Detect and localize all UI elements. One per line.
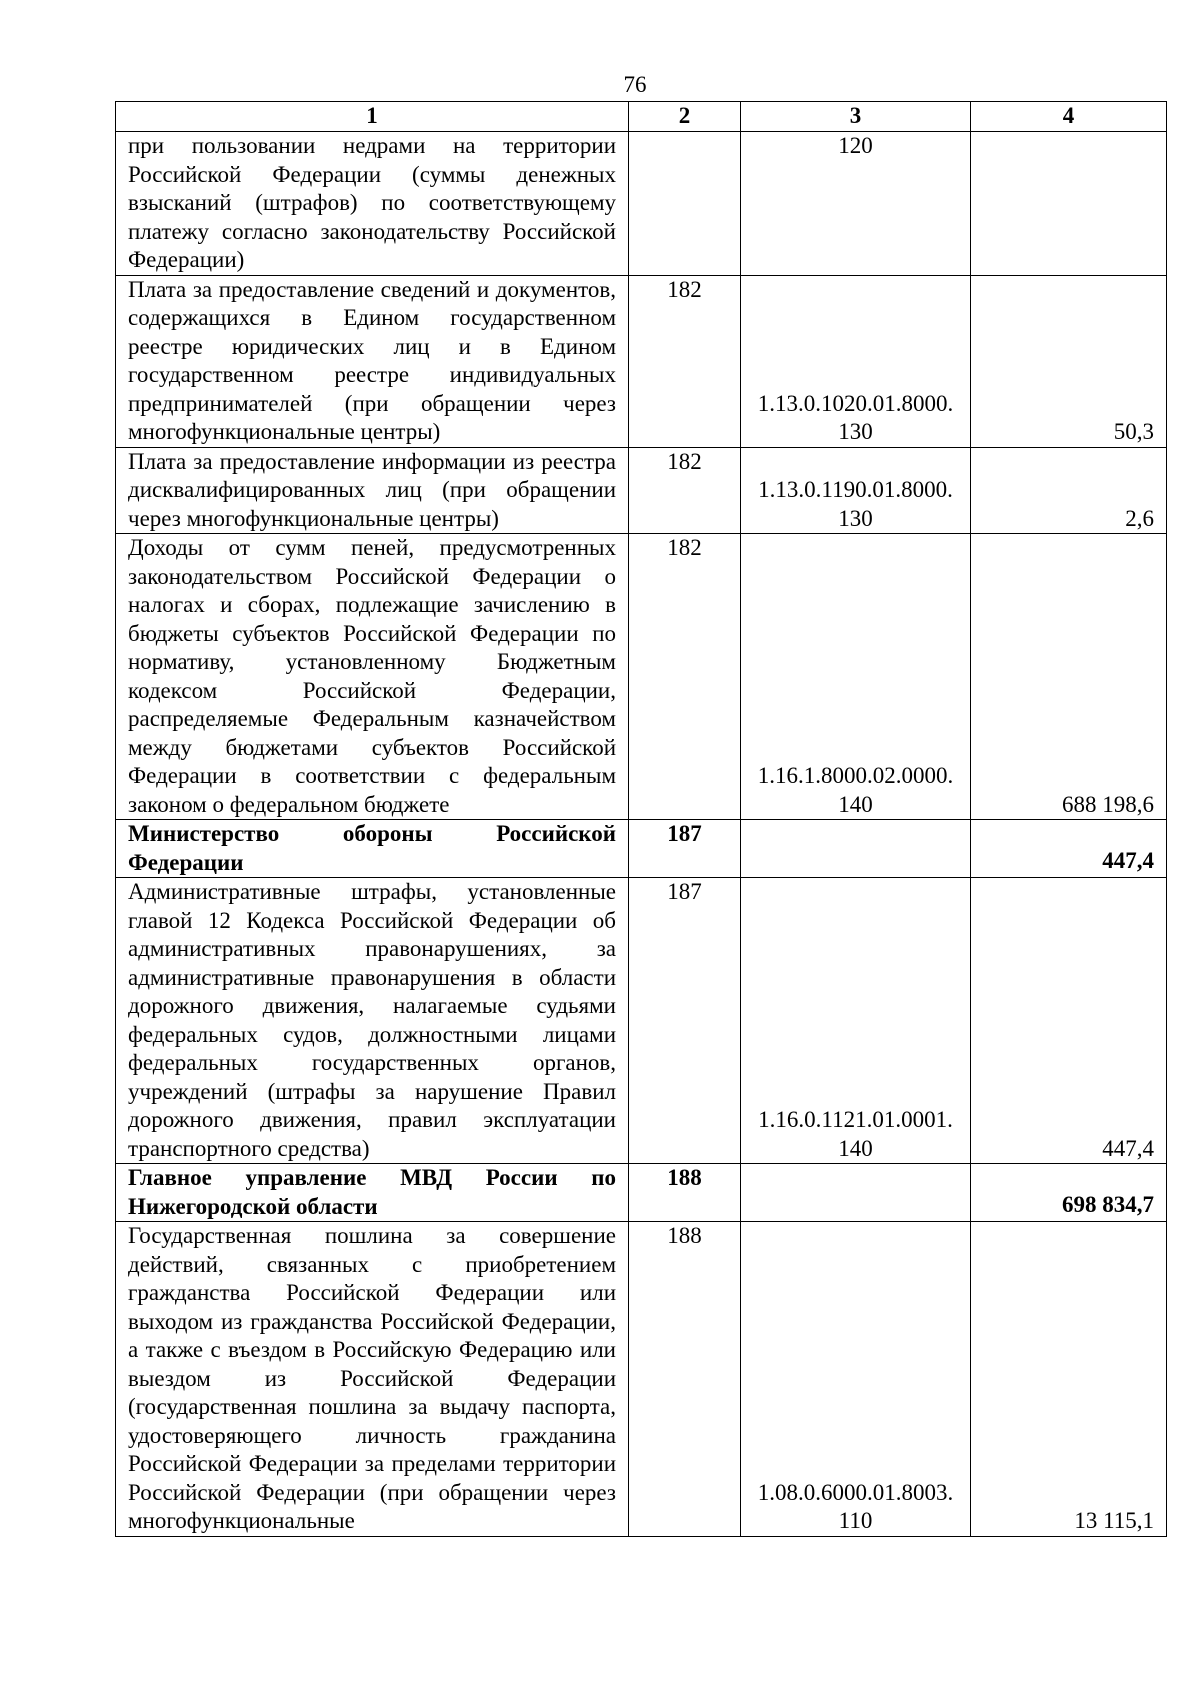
page-number: 76 (623, 72, 647, 97)
budget-code-line-1: 1.13.0.1190.01.8000. (758, 477, 953, 502)
administrator-code-cell (629, 132, 741, 276)
table-row (116, 534, 1167, 820)
table-header-row (116, 102, 1167, 132)
table-row (116, 132, 1167, 276)
ministry-name-cell: Главное управление МВД России по Нижегородской области (116, 1164, 629, 1222)
income-name-cell: Доходы от сумм пеней, предусмотренных законодательством Российской Федерации о налогах и сборах, подлежащие зачислению в бюджеты субъектов Российской Федерации по нормативу, установленному Бюджетным кодексом Российской Федерации, распределяемые Федеральным казначейством между бюджетами субъектов Российской Федерации в соответствии с федеральным законом о федеральном бюджете (116, 534, 629, 820)
budget-code-cell (741, 1222, 971, 1537)
budget-code-line-1: 1.08.0.6000.01.8003. (757, 1479, 954, 1505)
column-header-3: 3 (741, 102, 971, 132)
ministry-name-cell: Министерство обороны Российской Федерации (116, 820, 629, 878)
administrator-code-cell: 182 (629, 447, 741, 534)
amount-cell: 447,4 (971, 878, 1167, 1164)
budget-code-line-1: 120 (838, 133, 873, 158)
amount-cell: 13 115,1 (971, 1222, 1167, 1537)
table-row (116, 878, 1167, 1164)
income-name-cell: при пользовании недрами на территории Российской Федерации (суммы денежных взысканий (штрафов) по соответствующему платежу согласно законодательству Российской Федерации) (116, 132, 629, 276)
table-row (116, 1222, 1167, 1537)
income-name-cell: Административные штрафы, установленные главой 12 Кодекса Российской Федерации об административных правонарушениях, за административные правонарушения в области дорожного движения, налагаемые судьями федеральных судов, должностными лицами федеральных государственных органов, учреждений (штрафы за нарушение Правил дорожного движения, правил эксплуатации транспортного средства) (116, 878, 629, 1164)
column-header-4: 4 (971, 102, 1167, 132)
budget-code-cell (741, 275, 971, 447)
budget-code-cell (741, 878, 971, 1164)
administrator-code-cell: 187 (629, 820, 741, 878)
amount-cell (971, 132, 1167, 276)
budget-code-cell (741, 534, 971, 820)
administrator-code-cell: 188 (629, 1222, 741, 1537)
budget-code-line-1: 1.13.0.1020.01.8000. (757, 390, 954, 416)
budget-code-line-2: 110 (838, 1508, 873, 1533)
amount-cell: 688 198,6 (971, 534, 1167, 820)
amount-cell: 698 834,7 (971, 1164, 1167, 1222)
budget-code-line-1: 1.16.0.1121.01.0001. (758, 1107, 953, 1132)
administrator-code-cell: 187 (629, 878, 741, 1164)
budget-code-cell (741, 447, 971, 534)
budget-code-line-2: 130 (838, 419, 873, 444)
amount-cell: 447,4 (971, 820, 1167, 878)
column-header-1: 1 (116, 102, 629, 132)
budget-code-cell (741, 132, 971, 276)
income-name-cell: Плата за предоставление сведений и документов, содержащихся в Едином государственном реестре юридических лиц и в Едином государственном реестре индивидуальных предпринимателей (при обращении через многофункциональные центры) (116, 275, 629, 447)
revenue-table (115, 101, 1167, 1537)
budget-code-line-2: 140 (838, 1135, 873, 1161)
budget-code-line-2: 130 (838, 505, 873, 531)
budget-code-line-2: 140 (838, 791, 873, 817)
budget-code-cell (741, 1164, 971, 1222)
table-row (116, 275, 1167, 447)
budget-code-cell (741, 820, 971, 878)
budget-code-line-1: 1.16.1.8000.02.0000. (757, 763, 954, 788)
administrator-code-cell: 182 (629, 534, 741, 820)
income-name-cell: Государственная пошлина за совершение действий, связанных с приобретением гражданства Российской Федерации или выходом из гражданства Российской Федерации, а также с въездом в Российскую Федерацию или выездом из Российской Федерации (государственная пошлина за выдачу паспорта, удостоверяющего личность гражданина Российской Федерации за пределами территории Российской Федерации (при обращении через многофункциональные (116, 1222, 629, 1537)
administrator-code-cell: 182 (629, 275, 741, 447)
amount-cell: 50,3 (971, 275, 1167, 447)
income-name-cell: Плата за предоставление информации из реестра дисквалифицированных лиц (при обращении через многофункциональные центры) (116, 447, 629, 534)
amount-cell: 2,6 (971, 447, 1167, 534)
administrator-code-cell: 188 (629, 1164, 741, 1222)
table-row (116, 447, 1167, 534)
table-row-ministry (116, 1164, 1167, 1222)
column-header-2: 2 (629, 102, 741, 132)
table-row-ministry (116, 820, 1167, 878)
